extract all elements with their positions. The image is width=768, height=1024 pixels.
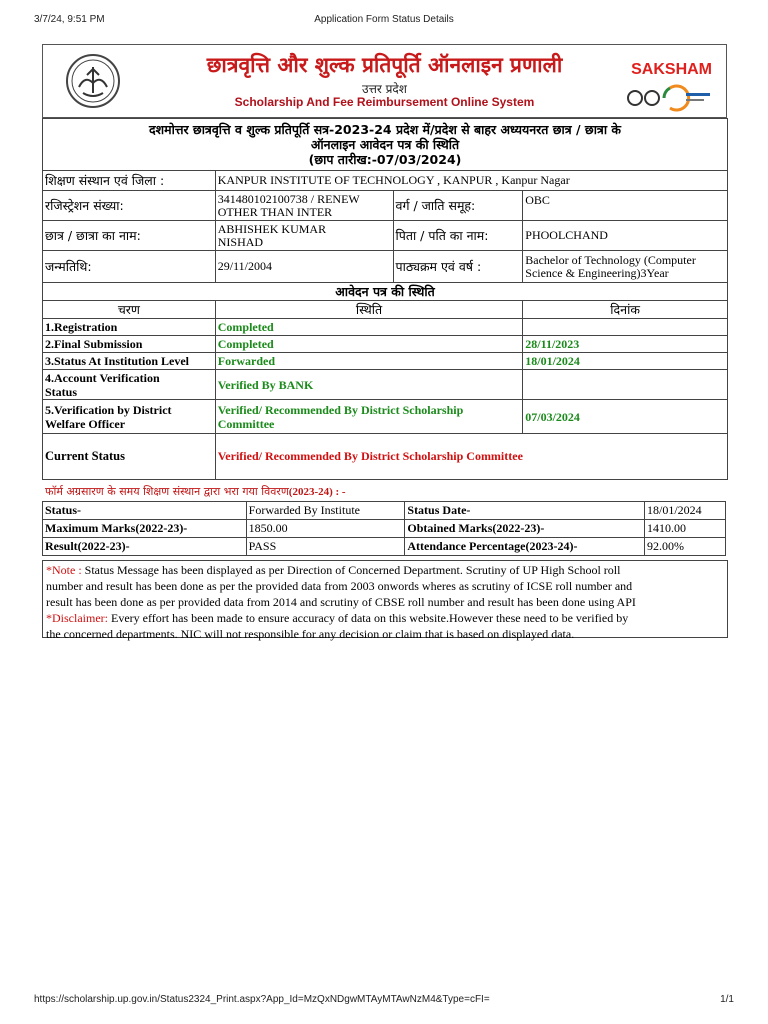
digital-india-logo-icon bbox=[626, 82, 714, 114]
portal-title-hindi: छात्रवृत्ति और शुल्क प्रतिपूर्ति ऑनलाइन प्रणाली bbox=[206, 53, 563, 77]
disclaimer-line2: the concerned departments. NIC will not responsible for any decision or claim that is based on displayed data. bbox=[46, 627, 575, 641]
stage-date bbox=[523, 319, 728, 336]
course-label: पाठ्यक्रम एवं वर्ष : bbox=[393, 251, 523, 283]
col-header-stage: चरण bbox=[43, 301, 216, 319]
stage-name-line1: 4.Account Verification bbox=[45, 370, 160, 385]
portal-title-english: Scholarship And Fee Reimbursement Online System bbox=[234, 95, 535, 109]
form-heading bbox=[43, 119, 728, 171]
stage-date: 07/03/2024 bbox=[523, 400, 728, 434]
stage-status-line2: Committee bbox=[217, 416, 275, 431]
result-value: PASS bbox=[246, 538, 405, 556]
print-footer bbox=[34, 994, 734, 1008]
status-date-label: Status Date- bbox=[405, 502, 645, 520]
stage-date: 18/01/2024 bbox=[523, 353, 728, 370]
table-row bbox=[43, 400, 728, 434]
table-row bbox=[43, 336, 728, 353]
obtained-marks-value: 1410.00 bbox=[645, 520, 726, 538]
stage-name bbox=[43, 400, 216, 434]
disclaimer-line1 bbox=[46, 610, 724, 626]
registration-label: रजिस्ट्रेशन संख्या: bbox=[43, 191, 216, 221]
institution-label: शिक्षण संस्थान एवं जिला : bbox=[43, 171, 216, 191]
table-row bbox=[43, 319, 728, 336]
stage-status-line1: Verified/ Recommended By District Scholarship bbox=[217, 402, 464, 417]
status-section-title: आवेदन पत्र की स्थिति bbox=[43, 283, 728, 301]
category-value: OBC bbox=[523, 191, 728, 221]
state-name-hindi: उत्तर प्रदेश bbox=[362, 82, 407, 96]
status-label: Status- bbox=[43, 502, 247, 520]
print-title: Application Form Status Details bbox=[314, 14, 454, 25]
stage-name: 1.Registration bbox=[43, 319, 216, 336]
disclaimer-tag: *Disclaimer: bbox=[46, 611, 108, 625]
stage-date: 28/11/2023 bbox=[523, 336, 728, 353]
stage-name: 2.Final Submission bbox=[43, 336, 216, 353]
institution-details-caption-hindi: फॉर्म अग्रसारण के समय शिक्षण संस्थान द्वारा भरा गया विवरण bbox=[45, 485, 289, 498]
page-url[interactable]: https://scholarship.up.gov.in/Status2324_Print.aspx?App_Id=MzQxNDgwMTAyMTAwNzM4&Type=cFI= bbox=[34, 994, 490, 1005]
dob-value: 29/11/2004 bbox=[215, 251, 393, 283]
status-date-value: 18/01/2024 bbox=[645, 502, 726, 520]
institution-details-caption bbox=[42, 484, 728, 500]
stage-date bbox=[523, 370, 728, 400]
registration-value-line2: OTHER THAN INTER bbox=[217, 204, 333, 219]
student-name-value bbox=[215, 221, 393, 251]
notes-box bbox=[42, 560, 728, 641]
form-heading-line1: दशमोत्तर छात्रवृत्ति व शुल्क प्रतिपूर्ति सत्र-2023-24 प्रदेश में/प्रदेश से बाहर अध्ययनरत छात्र / छात्रा के bbox=[148, 122, 622, 137]
note-tag: *Note : bbox=[46, 563, 82, 577]
print-date: (छाप तारीख:-07/03/2024) bbox=[308, 152, 462, 167]
stage-status: Verified By BANK bbox=[215, 370, 523, 400]
print-timestamp: 3/7/24, 9:51 PM bbox=[34, 14, 105, 25]
student-name-label: छात्र / छात्रा का नाम: bbox=[43, 221, 216, 251]
table-row bbox=[43, 502, 726, 520]
note-text: Status Message has been displayed as per Direction of Concerned Department. Scrutiny of UP High School roll bbox=[81, 563, 621, 577]
course-value-line2: Science & Engineering)3Year bbox=[525, 265, 669, 280]
table-row bbox=[43, 353, 728, 370]
site-banner bbox=[42, 44, 727, 118]
attendance-value: 92.00% bbox=[645, 538, 726, 556]
institution-details-table bbox=[42, 501, 726, 556]
disclaimer-text: Every effort has been made to ensure accuracy of data on this website.However these need to be verified by bbox=[107, 611, 629, 625]
institution-value: KANPUR INSTITUTE OF TECHNOLOGY , KANPUR , Kanpur Nagar bbox=[215, 171, 727, 191]
status-value: Forwarded By Institute bbox=[246, 502, 405, 520]
current-status-value: Verified/ Recommended By District Scholarship Committee bbox=[215, 434, 727, 480]
current-status-row bbox=[43, 434, 728, 480]
course-value-line1: Bachelor of Technology (Computer bbox=[525, 252, 696, 267]
print-header bbox=[34, 14, 734, 28]
stage-name-line2: Welfare Officer bbox=[45, 416, 126, 431]
course-value bbox=[523, 251, 728, 283]
stage-status bbox=[215, 400, 523, 434]
registration-value-line1: 341480102100738 / RENEW bbox=[217, 191, 360, 206]
stage-name bbox=[43, 370, 216, 400]
table-row bbox=[43, 370, 728, 400]
table-row bbox=[43, 538, 726, 556]
stage-status: Completed bbox=[215, 319, 523, 336]
attendance-label: Attendance Percentage(2023-24)- bbox=[405, 538, 645, 556]
category-label: वर्ग / जाति समूह: bbox=[393, 191, 523, 221]
stage-name-line2: Status bbox=[45, 384, 78, 399]
note-line1 bbox=[46, 562, 724, 578]
table-row bbox=[43, 520, 726, 538]
max-marks-value: 1850.00 bbox=[246, 520, 405, 538]
stage-status: Forwarded bbox=[215, 353, 523, 370]
registration-value bbox=[215, 191, 393, 221]
father-name-value: PHOOLCHAND bbox=[523, 221, 728, 251]
institution-details-caption-session: (2023-24) : - bbox=[288, 486, 346, 498]
obtained-marks-label: Obtained Marks(2022-23)- bbox=[405, 520, 645, 538]
student-name-line2: NISHAD bbox=[217, 234, 264, 249]
application-status-table bbox=[42, 118, 728, 480]
stage-name: 3.Status At Institution Level bbox=[43, 353, 216, 370]
stage-status: Completed bbox=[215, 336, 523, 353]
student-name-line1: ABHISHEK KUMAR bbox=[217, 221, 327, 236]
stage-name-line1: 5.Verification by District bbox=[45, 402, 172, 417]
note-line3: result has been done as per provided data from 2014 and scrutiny of CBSE roll number and result has been done using API bbox=[46, 595, 636, 609]
page-number: 1/1 bbox=[720, 994, 734, 1005]
result-label: Result(2022-23)- bbox=[43, 538, 247, 556]
col-header-status: स्थिति bbox=[215, 301, 523, 319]
current-status-label: Current Status bbox=[43, 434, 216, 480]
saksham-logo: SAKSHAM bbox=[631, 61, 712, 78]
col-header-date: दिनांक bbox=[523, 301, 728, 319]
note-line2: number and result has been done as per the provided data from 2003 onwords wheres as scrutiny of ICSE roll number and bbox=[46, 579, 633, 593]
max-marks-label: Maximum Marks(2022-23)- bbox=[43, 520, 247, 538]
dob-label: जन्मतिथि: bbox=[43, 251, 216, 283]
form-heading-line2: ऑनलाइन आवेदन पत्र की स्थिति bbox=[310, 137, 460, 152]
father-name-label: पिता / पति का नाम: bbox=[393, 221, 523, 251]
